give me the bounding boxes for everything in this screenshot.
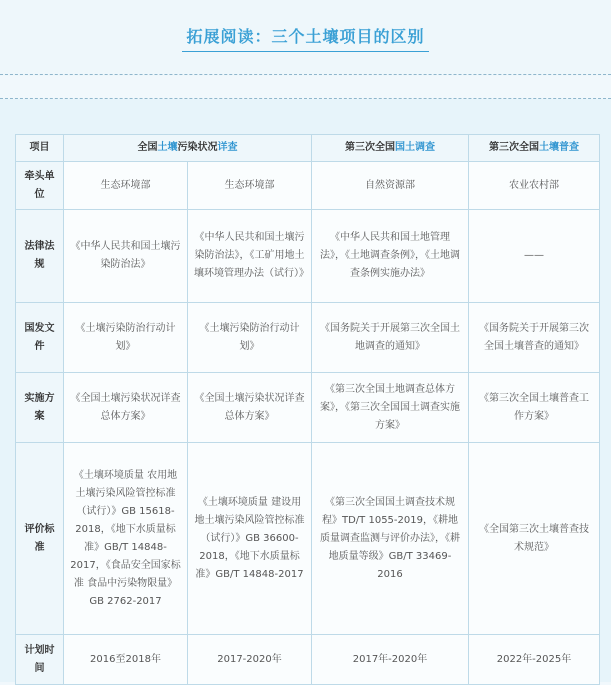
table-cell: 《国务院关于开展第三次全国土壤普查的通知》 <box>469 303 600 373</box>
table-cell: 农业农村部 <box>469 162 600 210</box>
row-label: 牵头单位 <box>16 162 64 210</box>
table-cell: 《中华人民共和国土壤污染防治法》，《工矿用地土壤环境管理办法（试行）》 <box>188 210 312 303</box>
table-cell: 《全国第三次土壤普查技术规范》 <box>469 443 600 635</box>
table-cell: 《第三次全国土壤普查工作方案》 <box>469 373 600 443</box>
row-label: 计划时间 <box>16 635 64 685</box>
header-soil-pollution-survey: 全国土壤污染状况详查 <box>64 135 312 162</box>
table-header-row <box>16 135 600 162</box>
table-row <box>16 635 600 685</box>
row-label: 评价标准 <box>16 443 64 635</box>
table-row <box>16 303 600 373</box>
table-row <box>16 162 600 210</box>
table-cell: 自然资源部 <box>312 162 469 210</box>
table-cell: 《中华人民共和国土地管理法》，《土地调查条例》，《土地调查条例实施办法》 <box>312 210 469 303</box>
table-cell: 《第三次全国国土调查技术规程》TD/T 1055-2019，《耕地质量调查监测与评价办法》，《耕地质量等级》GB/T 33469-2016 <box>312 443 469 635</box>
page-title: 拓展阅读：三个土壤项目的区别 <box>182 24 428 52</box>
row-label: 国发文件 <box>16 303 64 373</box>
table-cell: 《全国土壤污染状况详查总体方案》 <box>188 373 312 443</box>
title-container <box>0 24 611 52</box>
table-cell: 《全国土壤污染状况详查总体方案》 <box>64 373 188 443</box>
table-row <box>16 443 600 635</box>
table-cell: 2016至2018年 <box>64 635 188 685</box>
table-cell: 2017-2020年 <box>188 635 312 685</box>
header-land-survey: 第三次全国国土调查 <box>312 135 469 162</box>
table-cell: 生态环境部 <box>64 162 188 210</box>
table-cell: 《土壤环境质量 农用地土壤污染风险管控标准（试行）》GB 15618-2018，《地下水质量标准》GB/T 14848-2017，《食品安全国家标准 食品中污染物限量》GB 2762-2017 <box>64 443 188 635</box>
table-cell: 《国务院关于开展第三次全国土地调查的通知》 <box>312 303 469 373</box>
table-row <box>16 210 600 303</box>
row-label: 实施方案 <box>16 373 64 443</box>
header-item: 项目 <box>16 135 64 162</box>
table-cell: —— <box>469 210 600 303</box>
dashed-divider <box>0 74 611 75</box>
comparison-table <box>15 134 600 685</box>
table-cell: 《土壤污染防治行动计划》 <box>188 303 312 373</box>
table-row <box>16 373 600 443</box>
table-cell: 2022年-2025年 <box>469 635 600 685</box>
table-cell: 《土壤环境质量 建设用地土壤污染风险管控标准（试行）》GB 36600-2018，《地下水质量标准》GB/T 14848-2017 <box>188 443 312 635</box>
table-cell: 2017年-2020年 <box>312 635 469 685</box>
table-cell: 生态环境部 <box>188 162 312 210</box>
table-cell: 《土壤污染防治行动计划》 <box>64 303 188 373</box>
header-soil-census: 第三次全国土壤普查 <box>469 135 600 162</box>
table-cell: 《中华人民共和国土壤污染防治法》 <box>64 210 188 303</box>
row-label: 法律法规 <box>16 210 64 303</box>
table-cell: 《第三次全国土地调查总体方案》，《第三次全国国土调查实施方案》 <box>312 373 469 443</box>
